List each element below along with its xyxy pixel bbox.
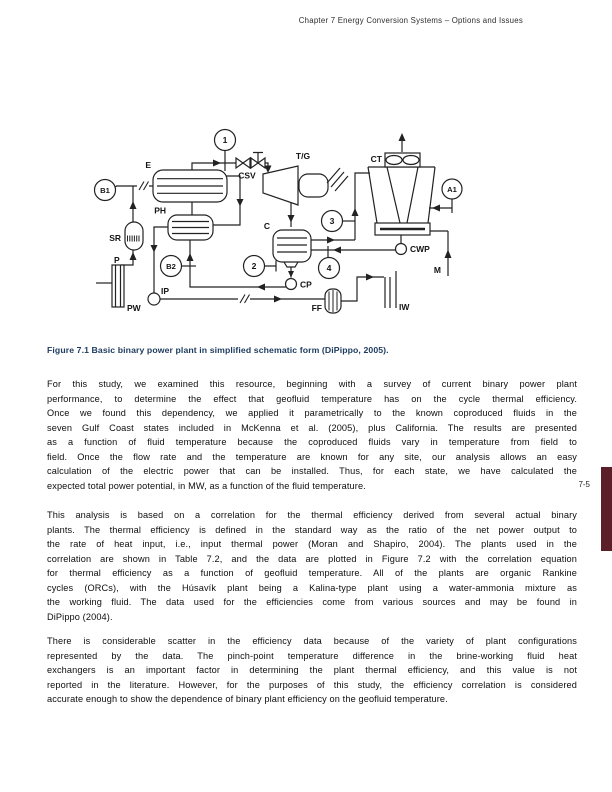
injection-pump-label: IP [161, 286, 170, 296]
preheater-vessel [168, 215, 213, 240]
body-line: expected total power potential, in MW, as a function of the fluid temperature. [47, 480, 366, 491]
body-line: Once we found this dependency, we applied it parametrically to the known coproduced fluids in the [47, 408, 577, 419]
paragraph [47, 634, 577, 707]
evaporator-vessel [153, 170, 227, 202]
sand-remover-label: SR [109, 233, 121, 243]
state-point-3: 3 [329, 216, 335, 227]
paragraph [47, 377, 577, 493]
state-point-b1: B1 [100, 185, 110, 195]
csv-label: CSV [238, 170, 256, 181]
edge-tab [601, 467, 612, 551]
page-number: 7-5 [578, 480, 590, 489]
body-line: represented by the data. The pinch-point temperature difference in the brine-working fluid heat [47, 650, 577, 661]
production-well-label: PW [127, 303, 141, 313]
body-line: exchangers is an important factor in determining the plant thermal efficiency, and this value is not [47, 665, 577, 676]
body-line: for thermal efficiency as a function of geofluid temperature. All of the plants are organic Rankine [47, 568, 577, 579]
turbine-generator-label: T/G [295, 151, 311, 161]
body-line: For this study, we examined this resource, beginning with a survey of current binary power plant [47, 379, 577, 389]
body-line: as a function of fluid temperature because the coproduced fluids vary in temperature from field to [47, 437, 577, 448]
cooling-water-pump-label: CWP [410, 244, 430, 254]
final-filter-label: FF [311, 303, 322, 313]
production-well-shape [112, 265, 124, 307]
condenser-label: C [263, 221, 270, 231]
running-header: Chapter 7 Energy Conversion Systems – Options and Issues [298, 16, 523, 25]
body-line: correlation are shown in Table 7.2, and the data are plotted in Figure 7.2 with the correlation equation [47, 553, 577, 564]
body-line: calculation of the electric power that can be installed. Thus, for each state, we have calculated the [47, 466, 577, 477]
final-filter-shape [325, 289, 341, 313]
body-line: plants. The thermal efficiency is defined in the standard way as the ratio of the net power output to [47, 524, 577, 535]
body-line: performance, to determine the effect that geofluid temperature has on the cycle thermal efficiency. [47, 393, 577, 404]
cooling-tower-label: CT [370, 154, 382, 164]
preheater-label: PH [154, 205, 166, 216]
paragraph [47, 508, 577, 624]
figure-caption: Figure 7.1 Basic binary power plant in simplified schematic form (DiPippo, 2005). [47, 345, 389, 355]
body-line: accurate enough to show the dependence of binary plant efficiency on the geofluid temperature. [47, 694, 448, 705]
body-line: There is considerable scatter in the efficiency data because of the variety of plant configurations [47, 636, 577, 646]
body-line: seven Gulf Coast states included in McKenna et al. (2005), plus California. The results are presented [47, 422, 577, 433]
body-line: field. Once the flow rate and the temperature are known for any site, our analysis allows an easy [47, 451, 577, 462]
evaporator-label: E [145, 160, 151, 170]
injection-well-label: IW [399, 302, 410, 312]
state-point-b2: B2 [166, 261, 176, 271]
body-line: the rate of heat input, i.e., input thermal power (Moran and Shapiro, 2004). The plants used in the [47, 539, 577, 550]
well-pump-label: P [114, 255, 120, 265]
condenser-vessel [273, 230, 311, 267]
csv-valve-icon [236, 158, 265, 168]
state-point-2: 2 [251, 261, 257, 272]
body-line: This analysis is based on a correlation for the thermal efficiency derived from several actual binary [47, 510, 577, 520]
cooling-tower-shape [368, 153, 435, 235]
body-line: the working fluid. The data used for the efficiencies come from various sources and may be found in [47, 597, 577, 608]
generator-shape [299, 168, 348, 197]
state-point-1: 1 [222, 135, 228, 146]
body-line: cycles (ORCs), with the Húsavík plant being a Kalina-type plant using a water-ammonia mixture as [47, 582, 577, 593]
body-line: reported in the literature. However, for the purposes of this study, the efficiency correlation is considered [47, 679, 577, 690]
sand-remover-vessel [125, 222, 143, 250]
state-point-a1: A1 [447, 184, 457, 194]
makeup-water-label: M [433, 265, 441, 275]
body-line: DiPippo (2004). [47, 611, 113, 622]
figure-schematic [85, 125, 477, 325]
state-point-4: 4 [326, 263, 332, 274]
condensate-pump-label: CP [300, 279, 312, 290]
